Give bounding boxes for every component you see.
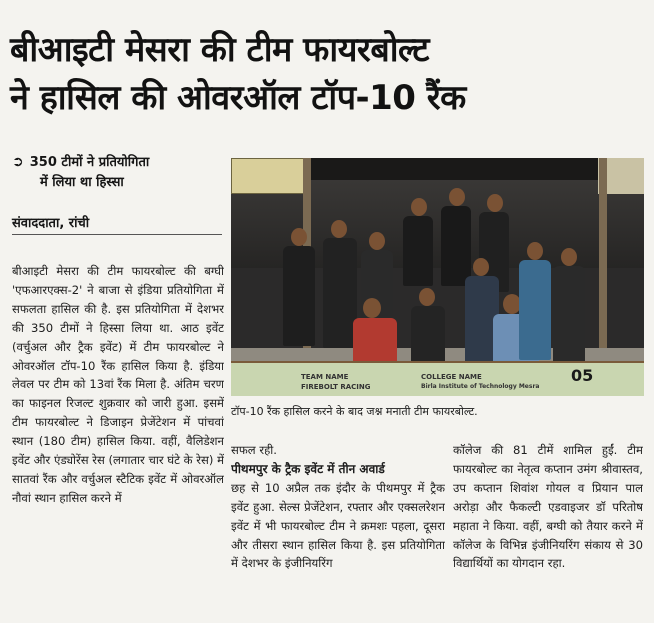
arrow-icon: ➲	[12, 154, 24, 170]
kicker-line-1: 350 टीमों ने प्रतियोगिता	[29, 155, 150, 170]
byline: संवाददाता, रांची	[12, 216, 90, 231]
banner-team-name: FIREBOLT RACING	[301, 383, 371, 391]
headline-line-1: बीआइटी मेसरा की टीम फायरबोल्ट	[10, 30, 429, 70]
body-column-1: बीआइटी मेसरा की टीम फायरबोल्ट की बग्घी 'एफआरएक्स-2' ने बाजा से इंडिया प्रतियोगिता में सफलता हासिल की है. इस प्रतियोगिता में देशभर की 350 टीमों ने हिस्सा लिया था. आठ इवेंट (वर्चुअल और ट्रैक इवेंट) में टीम फायरबोल्ट ने ओवरऑल टॉप-10 रैंक हासिल किया है. इंडिया लेवल पर टीम को 13वां रैंक मिला है. अंतिम चरण का फाइनल रिजल्ट शुक्रवार को जारी हुआ. इसमें टीम फायरबोल्ट ने डिजाइन प्रेजेंटेशन में पांचवां स्थान (180 टीम) हासिल किया. वहीं, वैलिडेशन इवेंट और एंड्योरेंस रेस (लगातार चार घंटे के रेस) में सातवां रैंक और वर्चुअल स्टैटिक इवेंट में ओवरऑल नौवां स्थान हासिल करने में	[12, 264, 224, 505]
body-column-2	[231, 441, 445, 621]
body-column-2-intro: सफल रही.	[231, 443, 277, 457]
headline	[10, 26, 644, 122]
photo-signboard-left	[231, 158, 309, 194]
photo-caption: टॉप-10 रैंक हासिल करने के बाद जश्न मनाती टीम फायरबोल्ट.	[231, 405, 478, 418]
photo-roof	[261, 158, 621, 180]
team-photo	[231, 158, 644, 396]
kicker-line-2: में लिया था हिस्सा	[40, 175, 124, 190]
banner-team-label: TEAM NAME	[301, 373, 349, 381]
section-subhead: पीथमपुर के ट्रैक इवेंट में तीन अवार्ड	[231, 461, 385, 476]
kicker	[12, 152, 222, 193]
byline-divider	[12, 234, 222, 235]
banner-college-name: Birla Institute of Technology Mesra	[421, 383, 540, 390]
headline-line-2: ने हासिल की ओवरऑल टॉप-10 रैंक	[10, 78, 466, 118]
car-number: 05	[571, 366, 594, 385]
body-column-3: कॉलेज की 81 टीमें शामिल हुईं. टीम फायरबोल्ट का नेतृत्व कप्तान उमंग श्रीवास्तव, उप कप्तान शिवांश गोयल व प्रियान पाल अरोड़ा और फैकल्टी एडवाइजर डॉ परितोष महाता ने किया. वहीं, बग्घी को तैयार करने में कॉलेज के विभिन्न इंजीनियरिंग संकाय से 30 विद्यार्थियों का योगदान रहा.	[453, 443, 643, 571]
banner-college-label: COLLEGE NAME	[421, 373, 482, 381]
photo-pillar	[599, 158, 607, 358]
body-column-2-text: छह से 10 अप्रैल तक इंदौर के पीथमपुर में ट्रैक इवेंट हुआ. सेल्स प्रेजेंटेशन, रफ्तार और एक्सलरेशन इवेंट में भी फायरबोल्ट टीम ने क्रमशः पहला, दूसरा और तीसरा स्थान हासिल किया है. इस प्रतियोगिता में देशभर के इंजीनियरिंग	[231, 480, 445, 571]
